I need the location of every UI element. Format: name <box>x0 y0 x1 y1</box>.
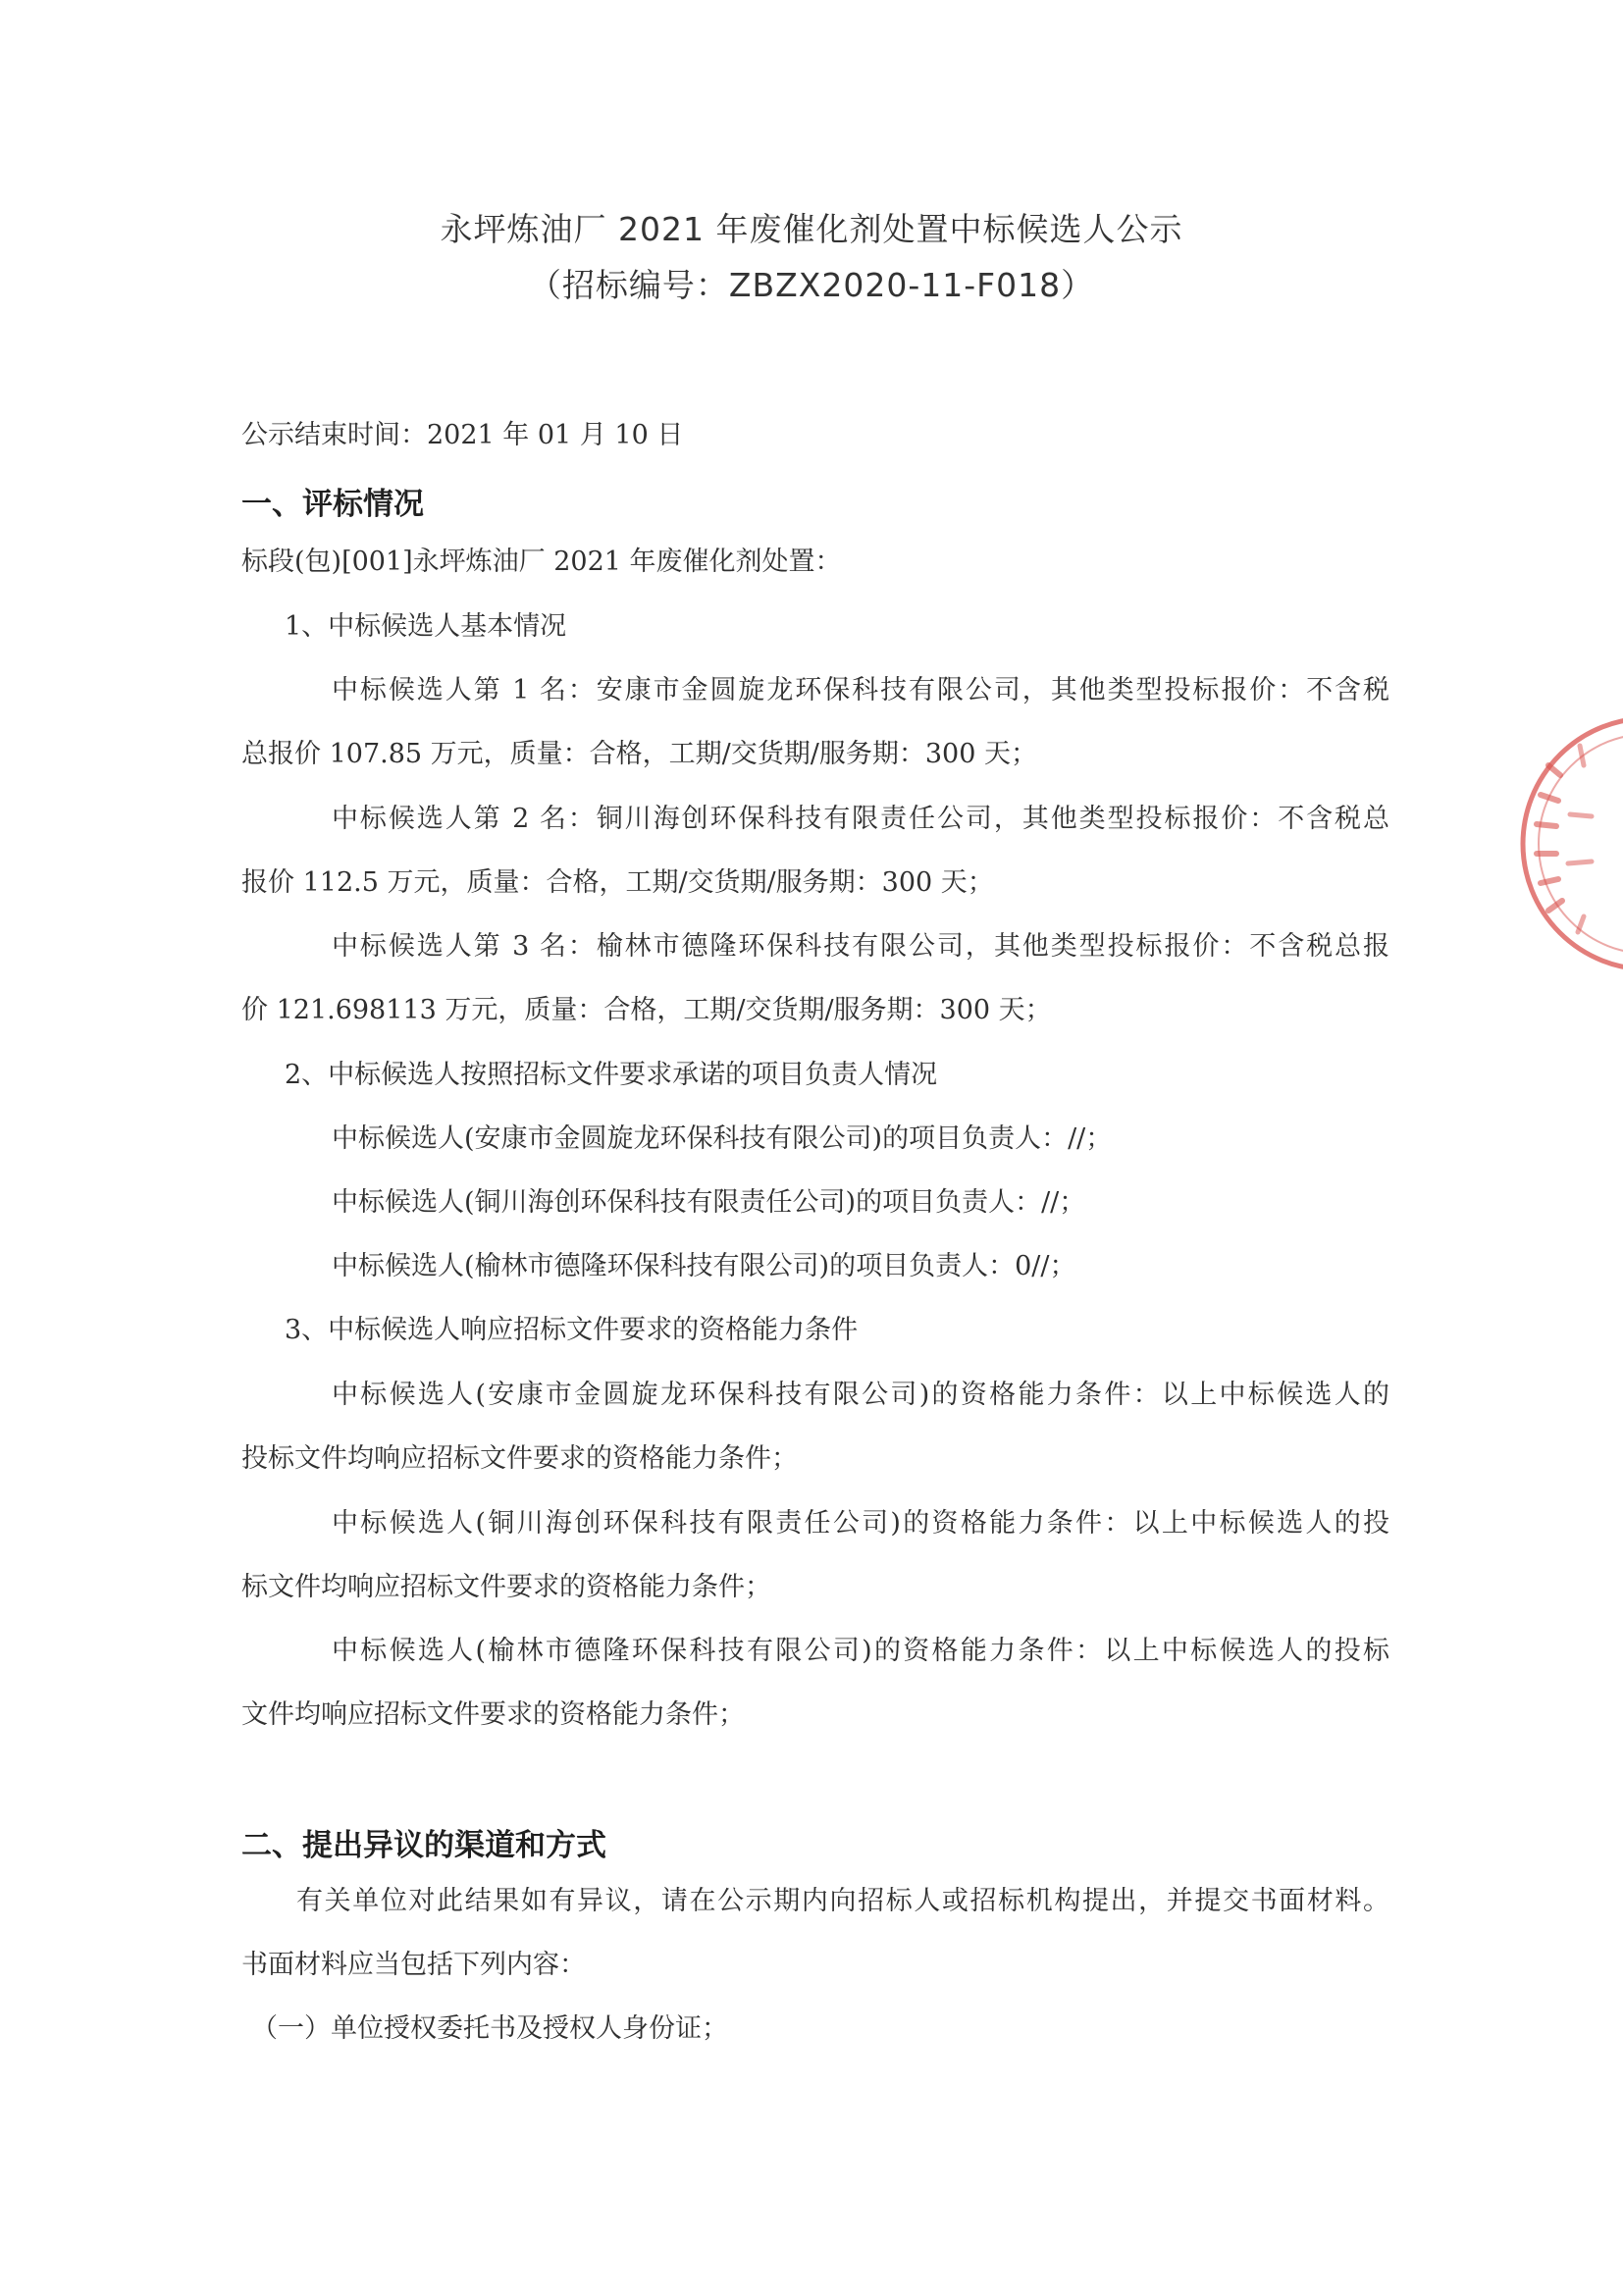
document-title: 永坪炼油厂 2021 年废催化剂处置中标候选人公示 <box>440 210 1183 248</box>
official-seal-stamp <box>1501 706 1623 981</box>
candidate-2-line-2: 报价 112.5 万元，质量：合格，工期/交货期/服务期：300 天； <box>241 867 994 898</box>
subsection-3-heading: 3、中标候选人响应招标文件要求的资格能力条件 <box>285 1315 859 1345</box>
section-2-heading: 二、提出异议的渠道和方式 <box>241 1828 606 1863</box>
publicity-end-time: 公示结束时间：2021 年 01 月 10 日 <box>241 420 684 450</box>
project-manager-3: 中标候选人(榆林市德隆环保科技有限公司)的项目负责人：0//； <box>332 1251 1076 1281</box>
qualification-1-line-1: 中标候选人(安康市金圆旋龙环保科技有限公司)的资格能力条件：以上中标候选人的 <box>332 1380 1389 1410</box>
qualification-1-line-2: 投标文件均响应招标文件要求的资格能力条件； <box>241 1443 798 1474</box>
subsection-1-heading: 1、中标候选人基本情况 <box>285 611 567 642</box>
qualification-2-line-1: 中标候选人(铜川海创环保科技有限责任公司)的资格能力条件：以上中标候选人的投 <box>332 1508 1389 1539</box>
project-manager-1: 中标候选人(安康市金圆旋龙环保科技有限公司)的项目负责人：//； <box>332 1123 1113 1154</box>
subsection-2-heading: 2、中标候选人按照招标文件要求承诺的项目负责人情况 <box>285 1060 938 1090</box>
candidate-1-line-1: 中标候选人第 1 名：安康市金圆旋龙环保科技有限公司，其他类型投标报价：不含税 <box>332 675 1389 705</box>
candidate-3-line-2: 价 121.698113 万元，质量：合格，工期/交货期/服务期：300 天； <box>241 995 1052 1025</box>
seal-glyph-marks <box>1537 765 1562 911</box>
project-manager-2: 中标候选人(铜川海创环保科技有限责任公司)的项目负责人：//； <box>332 1187 1086 1218</box>
candidate-1-line-2: 总报价 107.85 万元，质量：合格，工期/交货期/服务期：300 天； <box>241 739 1037 769</box>
section-1-heading: 一、评标情况 <box>241 487 424 522</box>
bid-number: （招标编号：ZBZX2020-11-F018） <box>528 266 1095 304</box>
qualification-2-line-2: 标文件均响应招标文件要求的资格能力条件； <box>241 1572 771 1602</box>
lot-line: 标段(包)[001]永坪炼油厂 2021 年废催化剂处置： <box>241 547 842 577</box>
seal-inner-marks <box>1568 746 1592 932</box>
qualification-3-line-2: 文件均响应招标文件要求的资格能力条件； <box>241 1699 745 1730</box>
qualification-3-line-1: 中标候选人(榆林市德隆环保科技有限公司)的资格能力条件：以上中标候选人的投标 <box>332 1636 1389 1666</box>
objection-line-1: 有关单位对此结果如有异议，请在公示期内向招标人或招标机构提出，并提交书面材料。 <box>296 1886 1389 1916</box>
candidate-3-line-1: 中标候选人第 3 名：榆林市德隆环保科技有限公司，其他类型投标报价：不含税总报 <box>332 931 1389 962</box>
requirement-item-1: （一）单位授权委托书及授权人身份证； <box>251 2013 728 2044</box>
objection-line-2: 书面材料应当包括下列内容： <box>241 1950 586 1980</box>
candidate-2-line-1: 中标候选人第 2 名：铜川海创环保科技有限责任公司，其他类型投标报价：不含税总 <box>332 804 1389 834</box>
